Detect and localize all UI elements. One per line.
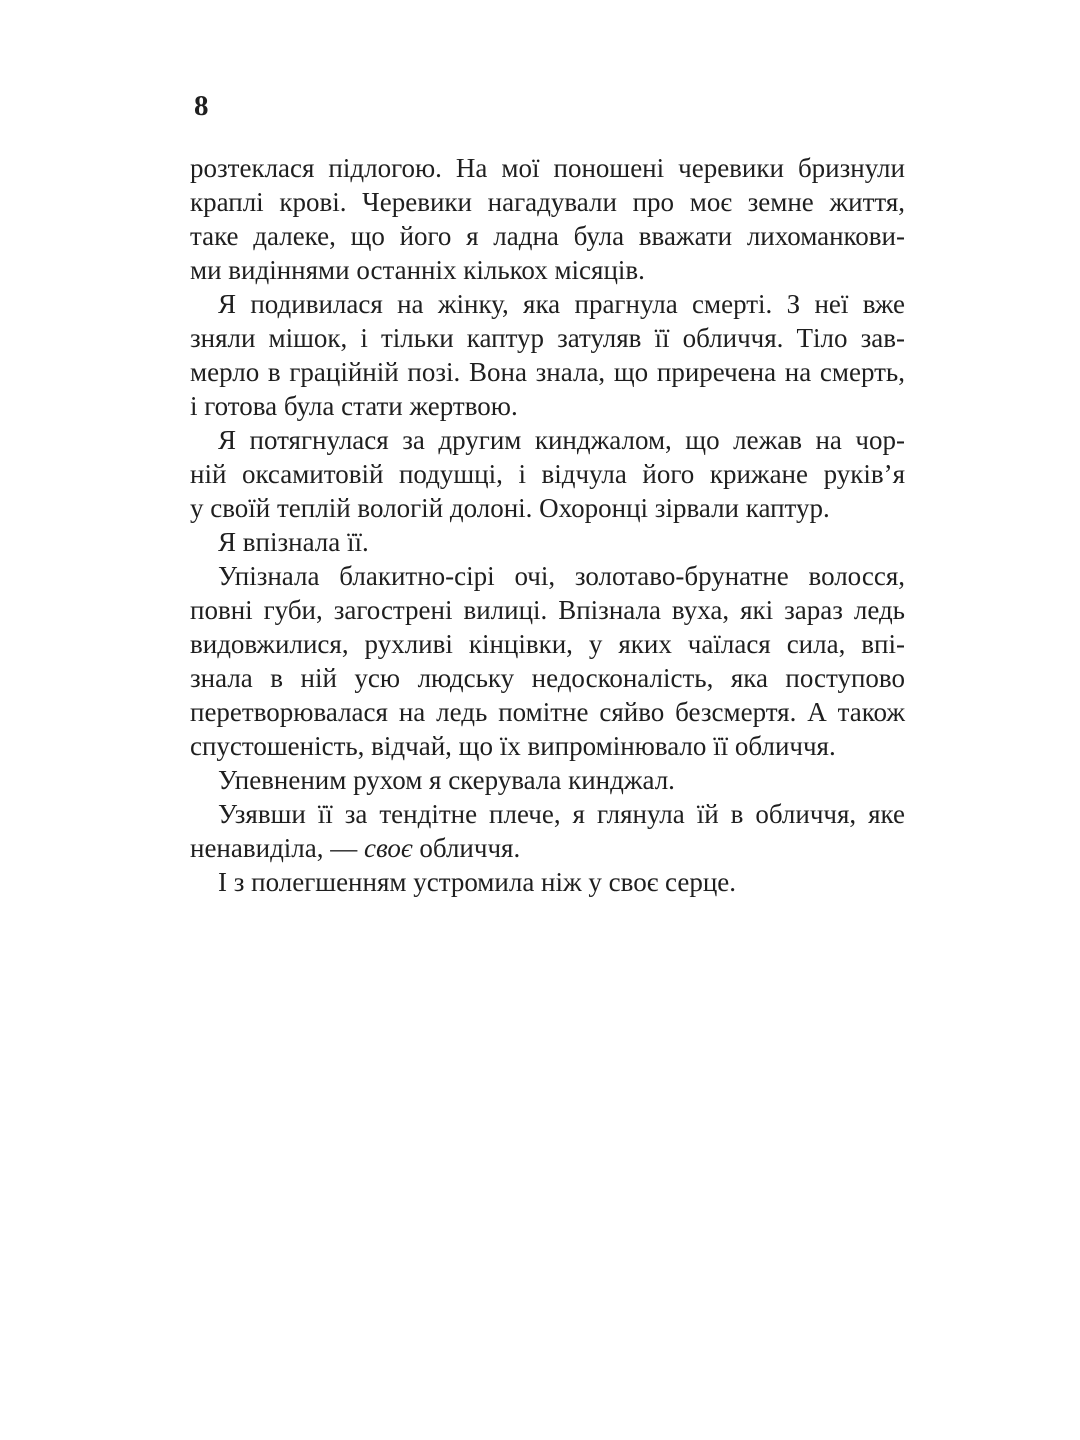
text-line: у своїй теплій вологій долоні. Охоронці зірвали каптур. <box>190 493 830 523</box>
paragraph <box>190 423 905 525</box>
text-line: Упізнала блакитно-сірі очі, золотаво-брунатне волосся, <box>218 561 905 591</box>
text-line: перетворювалася на ледь помітне сяйво безсмертя. А також <box>190 697 905 727</box>
text-line: спустошеність, відчай, що їх випромінювало її обличчя. <box>190 731 836 761</box>
text-line: Я потягнулася за другим кинджалом, що лежав на чор- <box>218 425 905 455</box>
text-segment-italic: своє <box>364 833 413 863</box>
paragraph <box>190 525 905 559</box>
text-line: і готова була стати жертвою. <box>190 391 518 421</box>
paragraph <box>190 797 905 865</box>
text-line <box>190 831 905 865</box>
text-line: ній оксамитовій подушці, і відчула його крижане руків’я <box>190 459 905 489</box>
paragraph <box>190 865 905 899</box>
text-line: Упевненим рухом я скерувала кинджал. <box>218 765 675 795</box>
text-line: мерло в граційній позі. Вона знала, що приречена на смерть, <box>190 357 905 387</box>
text-line: Я впізнала її. <box>218 527 369 557</box>
text-line: ми видіннями останніх кількох місяців. <box>190 255 645 285</box>
paragraph <box>190 559 905 763</box>
text-segment: ненавиділа, — <box>190 833 365 863</box>
text-line: розтеклася підлогою. На мої поношені черевики бризнули <box>190 153 905 183</box>
text-line: Я подивилася на жінку, яка прагнула смерті. З неї вже <box>218 289 905 319</box>
text-line: таке далеке, що його я ладна була вважати лихоманкови- <box>190 221 905 251</box>
text-line: видовжилися, рухливі кінцівки, у яких чаїлася сила, впі- <box>190 629 905 659</box>
text-line: зняли мішок, і тільки каптур затуляв її обличчя. Тіло зав- <box>190 323 905 353</box>
page-number: 8 <box>194 90 209 122</box>
paragraph <box>190 763 905 797</box>
paragraph <box>190 151 905 287</box>
paragraph <box>190 287 905 423</box>
text-segment: обличчя. <box>412 833 521 863</box>
text-line: знала в ній усю людську недосконалість, яка поступово <box>190 663 905 693</box>
text-line: повні губи, загострені вилиці. Впізнала вуха, які зараз ледь <box>190 595 905 625</box>
text-line: краплі крові. Черевики нагадували про моє земне життя, <box>190 187 905 217</box>
text-block <box>190 151 905 899</box>
text-line: І з полегшенням устромила ніж у своє серце. <box>218 867 737 897</box>
text-line: Узявши її за тендітне плече, я глянула їй в обличчя, яке <box>218 799 905 829</box>
